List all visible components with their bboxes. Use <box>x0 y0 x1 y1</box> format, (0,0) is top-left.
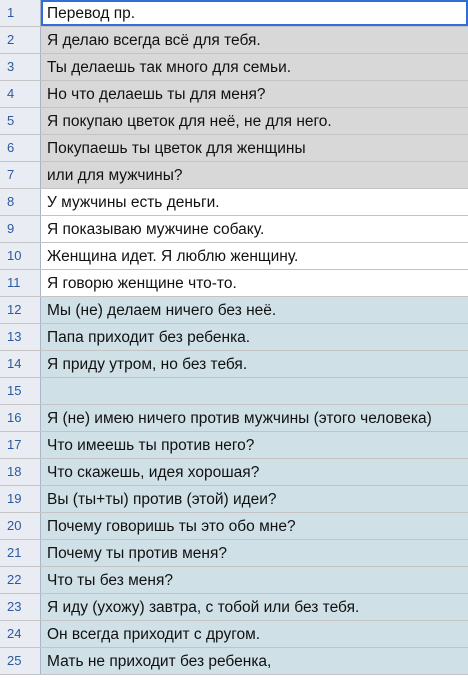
cell-a[interactable]: Я говорю женщине что-то. <box>41 270 468 296</box>
table-row[interactable] <box>0 378 468 405</box>
row-number[interactable]: 9 <box>0 216 41 242</box>
cell-a[interactable]: Что ты без меня? <box>41 567 468 593</box>
table-row[interactable] <box>0 513 468 540</box>
row-number[interactable]: 17 <box>0 432 41 458</box>
row-number[interactable]: 8 <box>0 189 41 215</box>
cell-a[interactable]: Ты делаешь так много для семьи. <box>41 54 468 80</box>
row-number[interactable]: 11 <box>0 270 41 296</box>
row-number[interactable]: 16 <box>0 405 41 431</box>
table-row[interactable] <box>0 594 468 621</box>
row-number[interactable]: 23 <box>0 594 41 620</box>
table-row[interactable] <box>0 648 468 675</box>
row-number[interactable]: 25 <box>0 648 41 674</box>
row-number[interactable]: 24 <box>0 621 41 647</box>
row-number[interactable]: 19 <box>0 486 41 512</box>
table-row[interactable] <box>0 189 468 216</box>
cell-a[interactable]: Он всегда приходит с другом. <box>41 621 468 647</box>
row-number[interactable]: 6 <box>0 135 41 161</box>
row-number[interactable]: 10 <box>0 243 41 269</box>
cell-a[interactable]: Что скажешь, идея хорошая? <box>41 459 468 485</box>
cell-a[interactable]: Я показываю мужчине собаку. <box>41 216 468 242</box>
cell-a[interactable]: Что имеешь ты против него? <box>41 432 468 458</box>
cell-a[interactable]: Почему говоришь ты это обо мне? <box>41 513 468 539</box>
cell-a[interactable]: Мать не приходит без ребенка, <box>41 648 468 674</box>
table-row[interactable] <box>0 27 468 54</box>
row-number[interactable]: 13 <box>0 324 41 350</box>
row-number[interactable]: 22 <box>0 567 41 593</box>
cell-a[interactable]: Мы (не) делаем ничего без неё. <box>41 297 468 323</box>
cell-a[interactable]: Я покупаю цветок для неё, не для него. <box>41 108 468 134</box>
table-row[interactable] <box>0 54 468 81</box>
cell-a[interactable] <box>41 378 468 404</box>
table-row[interactable] <box>0 459 468 486</box>
table-row[interactable] <box>0 108 468 135</box>
table-row[interactable] <box>0 162 468 189</box>
row-number[interactable]: 1 <box>0 0 41 26</box>
table-row[interactable] <box>0 135 468 162</box>
table-row[interactable] <box>0 270 468 297</box>
table-row[interactable] <box>0 567 468 594</box>
cell-a[interactable]: Женщина идет. Я люблю женщину. <box>41 243 468 269</box>
row-number[interactable]: 12 <box>0 297 41 323</box>
table-row[interactable] <box>0 216 468 243</box>
cell-a[interactable]: У мужчины есть деньги. <box>41 189 468 215</box>
cell-a[interactable]: Покупаешь ты цветок для женщины <box>41 135 468 161</box>
row-number[interactable]: 7 <box>0 162 41 188</box>
cell-a[interactable]: Но что делаешь ты для меня? <box>41 81 468 107</box>
cell-a[interactable]: Почему ты против меня? <box>41 540 468 566</box>
table-row[interactable] <box>0 540 468 567</box>
cell-a[interactable]: Папа приходит без ребенка. <box>41 324 468 350</box>
cell-a[interactable]: Вы (ты+ты) против (этой) идеи? <box>41 486 468 512</box>
row-number[interactable]: 20 <box>0 513 41 539</box>
row-number[interactable]: 2 <box>0 27 41 53</box>
row-number[interactable]: 3 <box>0 54 41 80</box>
cell-a[interactable]: Я приду утром, но без тебя. <box>41 351 468 377</box>
cell-a[interactable]: Я делаю всегда всё для тебя. <box>41 27 468 53</box>
row-number[interactable]: 21 <box>0 540 41 566</box>
table-row[interactable] <box>0 486 468 513</box>
table-row[interactable] <box>0 243 468 270</box>
table-row[interactable] <box>0 351 468 378</box>
cell-a[interactable]: или для мужчины? <box>41 162 468 188</box>
cell-a[interactable]: Я (не) имею ничего против мужчины (этого человека) <box>41 405 468 431</box>
table-row[interactable] <box>0 621 468 648</box>
cell-a[interactable]: Я иду (ухожу) завтра, с тобой или без тебя. <box>41 594 468 620</box>
table-row[interactable] <box>0 405 468 432</box>
cell-a[interactable]: Перевод пр. <box>41 0 468 26</box>
table-row[interactable] <box>0 297 468 324</box>
row-number[interactable]: 14 <box>0 351 41 377</box>
row-number[interactable]: 18 <box>0 459 41 485</box>
table-row[interactable] <box>0 0 468 27</box>
table-row[interactable] <box>0 81 468 108</box>
table-row[interactable] <box>0 324 468 351</box>
row-number[interactable]: 4 <box>0 81 41 107</box>
row-number[interactable]: 5 <box>0 108 41 134</box>
row-number[interactable]: 15 <box>0 378 41 404</box>
table-row[interactable] <box>0 432 468 459</box>
